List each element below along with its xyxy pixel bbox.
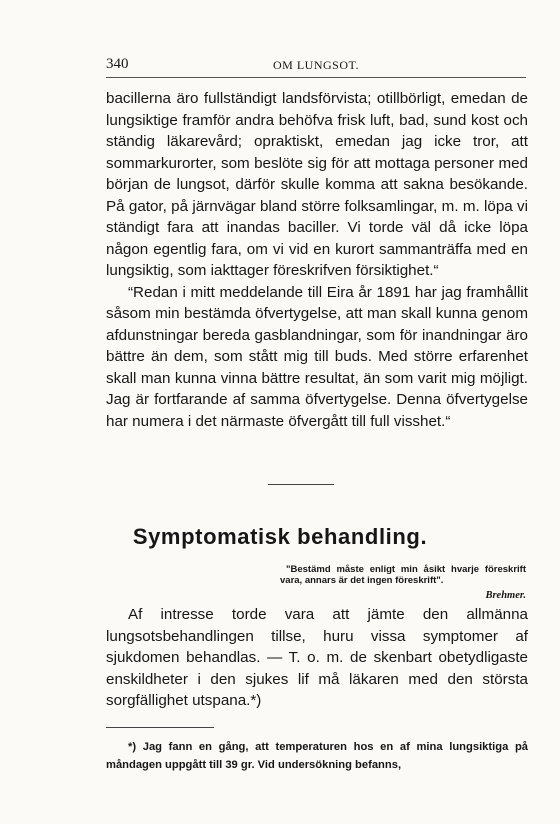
epigraph-quote: "Bestämd måste enligt min åsikt hvarje föreskrift vara, annars är det ingen föreskrift".	[280, 564, 526, 586]
page-header	[106, 56, 526, 78]
body-text-lower	[106, 604, 528, 712]
body-text-upper	[106, 88, 528, 432]
paragraph-continued: bacillerna äro fullständigt landsförvista; otillbörligt, emedan de lungsiktige framför andra behöfva frisk luft, bad, sund kost och ständig läkarevård; opraktiskt, emedan jag icke tror, att sommarkurorter, som beslöte sig för att mottaga personer med början de lungsot, därför skulle komma att sakna besökande. På gator, på järnvägar bland större folksamlingar, m. m. löpa vi ständigt fara att inandas baciller. Vi torde väl då icke löpa någon egentlig fara, om vi vid en kurort sammanträffa med en lungsiktig, som iakttager föreskrifven försiktighet.“	[106, 90, 528, 279]
footnote-rule	[106, 727, 214, 728]
running-title: OM LUNGSOT.	[273, 58, 359, 72]
footnote	[106, 738, 528, 774]
paragraph-intro: Af intresse torde vara att jämte den allmänna lungsotsbehandlingen tillse, huru vissa symptomer af sjukdomen behandlas. — T. o. m. de skenbart obetydligaste enskildheter i den sjukes lif må läkaren med den största sorgfällighet utspana.*)	[106, 606, 528, 709]
paragraph-quote: “Redan i mitt meddelande till Eira år 1891 har jag framhållit såsom min bestämda öfvertygelse, att man skall kunna genom afdunstningar bereda gasblandningar, som för inandningar äro bättre än dem, som stått mig till buds. Med större erfarenhet skall man kunna vinna bättre resultat, än som varit mig möjligt. Jag är fortfarande af samma öfvertygelse. Denna öfvertygelse har numera i det närmaste öfvergått till full visshet.“	[106, 283, 528, 430]
epigraph-author: Brehmer.	[485, 590, 526, 601]
page-number: 340	[106, 56, 129, 72]
header-rule	[106, 77, 526, 78]
section-heading: Symptomatisk behandling.	[132, 524, 428, 549]
section-separator	[268, 484, 334, 485]
epigraph	[280, 564, 526, 601]
footnote-text: *) Jag fann en gång, att temperaturen hos en af mina lungsiktiga på måndagen uppgått till 39 gr. Vid undersökning befanns,	[106, 741, 528, 771]
